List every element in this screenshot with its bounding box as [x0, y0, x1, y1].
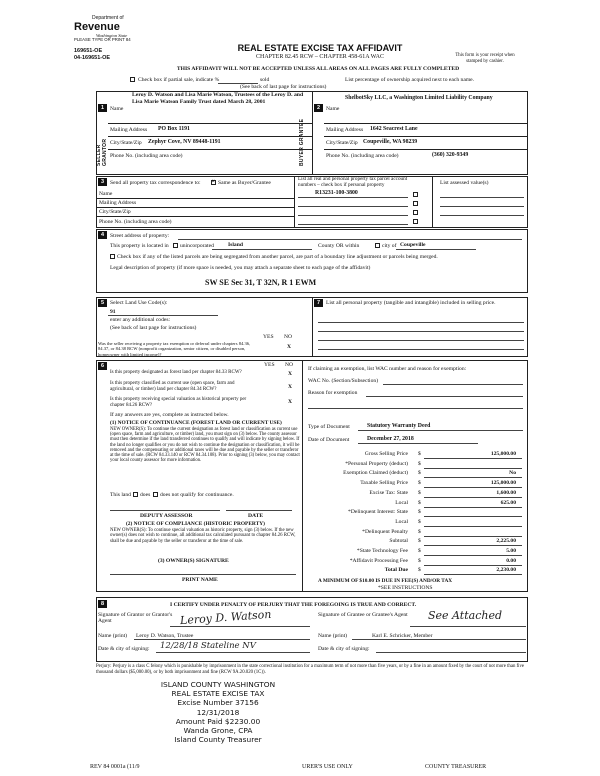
- unincorporated-label: unincorporated: [180, 243, 214, 249]
- deputy-assessor-label: DEPUTY ASSESSOR: [140, 513, 193, 519]
- grantor-name-label: Name (print): [98, 633, 128, 639]
- land-use-code: 91: [110, 309, 116, 315]
- receipt-note: This form is your receipt when stamped by cashier.: [455, 53, 515, 64]
- does-not-label: does not qualify for continuance.: [160, 492, 234, 498]
- buyer-phone-label: Phone No. (including area code): [326, 153, 399, 159]
- see-instructions-note: *SEE INSTRUCTIONS: [378, 585, 433, 591]
- same-as-buyer-label: Same as Buyer/Grantee: [218, 180, 271, 186]
- warning-text: THIS AFFIDAVIT WILL NOT BE ACCEPTED UNLESS ALL AREAS ON ALL PAGES ARE FULLY COMPLETED: [176, 66, 460, 72]
- segregated-label: Check box if any of the listed parcels are being segregated from another parcel, are part of a boundary line adjustment or parcels being merged.: [117, 254, 438, 260]
- partial-sale-checkbox[interactable]: [130, 77, 135, 82]
- tax-row-line: [424, 507, 522, 508]
- notice-2-title: (2) NOTICE OF COMPLIANCE (HISTORIC PROPERTY): [126, 521, 265, 527]
- county-name: Island: [228, 242, 243, 248]
- city-name: Coupeville: [400, 242, 426, 248]
- grantor-date-city-label: Date & city of signing:: [98, 646, 150, 652]
- parcel-checkbox-4[interactable]: [413, 219, 418, 224]
- tax-row-line: [424, 487, 522, 488]
- tax-row-currency: $: [418, 470, 421, 477]
- perjury-notice: Perjury: Perjury is a class C felony which is punishable by imprisonment in the state correctional institution for a maximum term of not more than five years, or by a fine in an amount fixed by the court of not more than five thousand dollars ($5,000.00), or by both imprisonment and fine (RCW 9A.20.020 (1C)).: [96, 664, 525, 675]
- doc-type-label: Type of Document: [308, 424, 350, 430]
- agency-line1: Department of: [92, 15, 124, 21]
- grantor-name: Leroy D. Watson, Trustee: [136, 633, 194, 639]
- buyer-mailing-label: Mailing Address: [326, 127, 364, 133]
- tax-row-value: 2,230.00: [496, 567, 516, 574]
- grantor-signature: Leroy D. Watson: [179, 607, 272, 628]
- tax-row-currency: $: [418, 509, 421, 516]
- tax-row-label: *Affidavit Processing Fee: [349, 557, 408, 564]
- forest-answer: X: [288, 371, 293, 377]
- legal-description: SW SE Sec 31, T 32N, R 1 EWM: [205, 278, 317, 287]
- grantor-signature-label: Signature of Grantor or Grantor's Agent: [98, 612, 173, 625]
- stamp-line1: ISLAND COUNTY WASHINGTON: [160, 680, 276, 689]
- seller-phone-label: Phone No. (including area code): [110, 153, 183, 159]
- exemption-question: Was the seller receiving a property tax exemption or deferral under chapters 84.36, 84.37, or 84.38 RCW (nonprofit organization, senior citizen, or disabled person, homeowner with limited income)?: [98, 341, 251, 357]
- no-header-5: NO: [284, 334, 293, 340]
- tax-row-line: [424, 468, 522, 469]
- tax-row-line: [424, 565, 522, 566]
- tax-row-currency: $: [418, 567, 421, 574]
- partial-sale-label: Check box if partial sale, indicate %: [138, 77, 220, 83]
- answers-yes-note: If any answers are yes, complete as instructed below.: [110, 412, 229, 418]
- tax-row-label: Local: [395, 518, 408, 525]
- tax-row-label: Subtotal: [389, 538, 408, 545]
- buyer-name: ShelbotSky LLC, a Washington Limited Liability Company: [345, 95, 493, 101]
- reason-label: Reason for exemption: [308, 390, 358, 396]
- section-8-number: 8: [98, 600, 107, 608]
- stamp-line5: Amount Paid $2230.00: [175, 716, 261, 726]
- tax-row-label: Taxable Selling Price: [360, 480, 408, 487]
- section-4-number: 4: [98, 231, 107, 239]
- buyer-city-label: City/State/Zip: [326, 140, 358, 146]
- forest-question: Is this property designated as forest land per chapter 84.33 RCW?: [110, 370, 242, 375]
- revenue-logo: [74, 16, 144, 43]
- tax-row-currency: $: [418, 518, 421, 525]
- tax-row-currency: $: [418, 489, 421, 496]
- stamp-line2: REAL ESTATE EXCISE TAX: [171, 689, 265, 699]
- doc-type: Statutory Warranty Deed: [367, 423, 431, 429]
- tax-row-label: *Personal Property (deduct): [345, 460, 408, 467]
- stamp-line6: Wanda Grone, CPA: [183, 726, 253, 736]
- tax-row-line: [424, 458, 522, 459]
- seller-mailing: PO Box 1191: [158, 126, 190, 132]
- tax-row-line: [424, 497, 522, 498]
- grantee-signature: See Attached: [428, 609, 502, 622]
- form-id-1: 169651-OE: [74, 48, 103, 54]
- street-address-label: Street address of property:: [110, 233, 170, 239]
- page-subtitle: CHAPTER 82.45 RCW – CHAPTER 458-61A WAC: [256, 54, 384, 60]
- land-use-label: Select Land Use Code(s):: [110, 300, 168, 306]
- corr-phone-label: Phone No. (including area code): [99, 219, 172, 225]
- historical-answer: X: [288, 399, 293, 405]
- tax-row-line: [424, 526, 522, 527]
- tax-row-value: 1,600.00: [496, 489, 516, 496]
- personal-property-label: List all personal property (tangible and intangible) included in selling price.: [326, 300, 496, 306]
- segregated-checkbox[interactable]: [110, 254, 115, 259]
- tax-row-line: [424, 545, 522, 546]
- doc-date: December 27, 2018: [367, 436, 414, 442]
- tax-row-label: Local: [395, 499, 408, 506]
- tax-row-value: 625.00: [500, 499, 516, 506]
- city-checkbox[interactable]: [375, 243, 380, 248]
- grantee-date-city-label: Date & city of signing:: [318, 646, 370, 652]
- treasurer-use-only: URER'S USE ONLY: [302, 764, 353, 770]
- tax-row-label: *Delinquent Interest: State: [348, 509, 408, 516]
- section-3-number: 3: [98, 178, 107, 186]
- yes-header-6: YES: [264, 362, 275, 368]
- stamp-line4: 12/31/2018: [196, 707, 240, 717]
- tax-row-label: Total Due: [384, 567, 408, 574]
- parcel-checkbox-2[interactable]: [413, 201, 418, 206]
- grantee-signature-label: Signature of Grantee or Grantee's Agent: [318, 612, 408, 618]
- stamp-line7: Island County Treasurer: [174, 735, 262, 745]
- treasurer-receipt-stamp: [138, 680, 298, 744]
- seller-name-label: Name: [110, 106, 124, 112]
- tax-row-line: [424, 477, 522, 478]
- tax-row-value: 5.00: [506, 548, 516, 554]
- seller-city-label: City/State/Zip: [110, 140, 142, 146]
- tax-row-currency: $: [418, 480, 421, 487]
- corr-city-label: City/State/Zip: [99, 209, 131, 215]
- additional-codes-label: enter any additional codes:: [110, 317, 171, 323]
- notice-2-body: NEW OWNER(S): To continue special valuation as historic property, sign (3) below. If the new owner(s) does not wish to continue, all additional tax calculated pursuant to chapter 84.26 RCW, shall be due and payable by the seller or transferor at the time of sale.: [110, 528, 296, 544]
- certify-statement: I CERTIFY UNDER PENALTY OF PERJURY THAT THE FOREGOING IS TRUE AND CORRECT.: [170, 602, 417, 608]
- tax-row-value: No: [509, 470, 516, 477]
- this-land-label: This land: [110, 492, 131, 498]
- tax-row-value: 2,225.00: [496, 538, 516, 545]
- notice-1-title: (1) NOTICE OF CONTINUANCE (FOREST LAND OR CURRENT USE): [110, 420, 282, 426]
- agency-line4: PLEASE TYPE OR PRINT 84: [74, 36, 131, 42]
- seller-mailing-label: Mailing Address: [110, 127, 148, 133]
- tax-row-value: 125,000.00: [490, 451, 516, 457]
- no-header-6: NO: [285, 362, 294, 368]
- tax-row-line: [424, 555, 522, 556]
- section-2-number: 2: [314, 104, 323, 112]
- tax-row-currency: $: [418, 499, 421, 506]
- tax-row-label: Gross Selling Price: [364, 451, 408, 457]
- tax-row-currency: $: [418, 548, 421, 554]
- yes-header-5: YES: [263, 334, 274, 340]
- see-back-note: (See back of last page for instructions): [240, 84, 327, 90]
- tax-row-label: Exemption Claimed (deduct): [343, 470, 408, 477]
- print-name-label: PRINT NAME: [182, 577, 218, 583]
- parcel-checkbox-1[interactable]: [413, 192, 418, 197]
- wac-label: WAC No. (Section/Subsection): [308, 378, 379, 384]
- grantee-name: Karl E. Schricker, Member: [372, 633, 433, 639]
- buyer-mailing: 1642 Seacrest Lane: [370, 126, 418, 132]
- form-id-2: 04-169651-OE: [74, 55, 111, 61]
- buyer-vertical-label: BUYER GRANTEE: [299, 118, 305, 166]
- deputy-date-label: DATE: [248, 513, 264, 519]
- current-use-question: Is this property classified as current use (open space, farm and agricultural, or timber) land per chapter 84.34 RCW?: [110, 381, 235, 392]
- does-not-checkbox[interactable]: [153, 492, 158, 497]
- minimum-fee-note: A MINIMUM OF $10.00 IS DUE IN FEE(S) AND/OR TAX: [318, 578, 453, 584]
- owner-signature-label: (3) OWNER(S) SIGNATURE: [158, 558, 229, 564]
- grantor-date-city: 12/28/18 Stateline NV: [160, 641, 256, 651]
- city-of-label: city of: [382, 243, 397, 249]
- current-use-answer: X: [288, 384, 293, 390]
- doc-date-label: Date of Document: [308, 437, 350, 443]
- tax-row-value: 0.00: [506, 557, 516, 564]
- list-percentage-note: List percentage of ownership acquired next to each name.: [345, 77, 475, 83]
- see-back-5: (See back of last page for instructions): [110, 325, 197, 331]
- legal-description-label: Legal description of property (if more space is needed, you may attach a separate sheet to each page of the affidavit): [110, 265, 371, 271]
- does-checkbox[interactable]: [133, 492, 138, 497]
- county-treasurer-label: COUNTY TREASURER: [425, 764, 487, 770]
- corr-mailing-label: Mailing Address: [99, 200, 137, 206]
- sold-label: sold: [260, 77, 270, 83]
- section-7-number: 7: [314, 299, 323, 307]
- parcel-number: R13231-100-3800: [315, 190, 358, 196]
- tax-row-value: 125,000.00: [490, 480, 516, 487]
- seller-city: Zephyr Cove, NV 89448-1191: [148, 139, 221, 145]
- assessed-header: List assessed value(s): [440, 180, 489, 186]
- historical-question: Is this property receiving special valuation as historical property per chapter 84.26 RCW?: [110, 397, 247, 408]
- send-correspondence-label: Send all property tax correspondence to:: [110, 180, 201, 186]
- tax-row-line: [424, 536, 522, 537]
- located-label: This property is located in: [110, 243, 169, 249]
- agency-line3: Washington State: [96, 32, 128, 38]
- exemption-claim-label: If claiming an exemption, list WAC number and reason for exemption:: [308, 366, 467, 372]
- does-label: does: [140, 492, 151, 498]
- tax-row-label: Excise Tax: State: [369, 489, 408, 496]
- seller-vertical-label: SELLER GRANTOR: [96, 138, 108, 166]
- tax-row-label: *Delinquent Penalty: [362, 528, 408, 535]
- section-5-number: 5: [98, 299, 107, 307]
- grantee-name-label: Name (print): [318, 633, 348, 639]
- tax-row-currency: $: [418, 557, 421, 564]
- tax-row-label: *State Technology Fee: [356, 548, 408, 554]
- parcel-checkbox-3[interactable]: [413, 210, 418, 215]
- section-1-number: 1: [98, 104, 107, 112]
- seller-name: Leroy D. Watson and Lisa Marie Watson, Trustees of the Leroy D. and Lisa Marie Watson Family Trust dated March 28, 2001: [132, 92, 304, 105]
- tax-row-line: [424, 574, 522, 575]
- exemption-answer: X: [287, 344, 292, 350]
- tax-row-currency: $: [418, 528, 421, 535]
- tax-row-currency: $: [418, 538, 421, 545]
- section-6-number: 6: [98, 362, 107, 370]
- tax-row-line: [424, 516, 522, 517]
- form-number: REV 84 0001a (11/9: [90, 764, 140, 770]
- stamp-line3: Excise Number 37156: [177, 698, 259, 708]
- agency-line2: Revenue: [74, 20, 120, 33]
- county-or-label: County OR within: [318, 243, 360, 249]
- corr-name-label: Name: [99, 191, 113, 197]
- tax-row-currency: $: [418, 451, 421, 457]
- page-title: REAL ESTATE EXCISE TAX AFFIDAVIT: [237, 43, 403, 53]
- unincorporated-checkbox[interactable]: [173, 243, 178, 248]
- buyer-name-label: Name: [326, 106, 340, 112]
- tax-row-currency: $: [418, 460, 421, 467]
- parcel-header: List all real and personal property tax parcel account numbers – check box if personal property: [298, 176, 408, 188]
- buyer-phone: (360) 320-9349: [432, 152, 469, 158]
- notice-1-body: NEW OWNER(S): To continue the current designation as forest land or classification as current use (open space, farm and agriculture, or timber) land, you must sign on (3) below. The county assessor must then determine if the land transferred continues to qualify and will indicate by signing below. If the land no longer qualifies or you do not wish to continue the designation or classification, it will be removed and the compensating or additional taxes will be due and payable by the seller or transferor at the time of sale. (RCW 84.33.140 or RCW 84.34.108). Prior to signing (3) below, you may contact your local county assessor for more information.: [110, 427, 300, 464]
- buyer-city: Coupeville, WA 98239: [363, 139, 418, 145]
